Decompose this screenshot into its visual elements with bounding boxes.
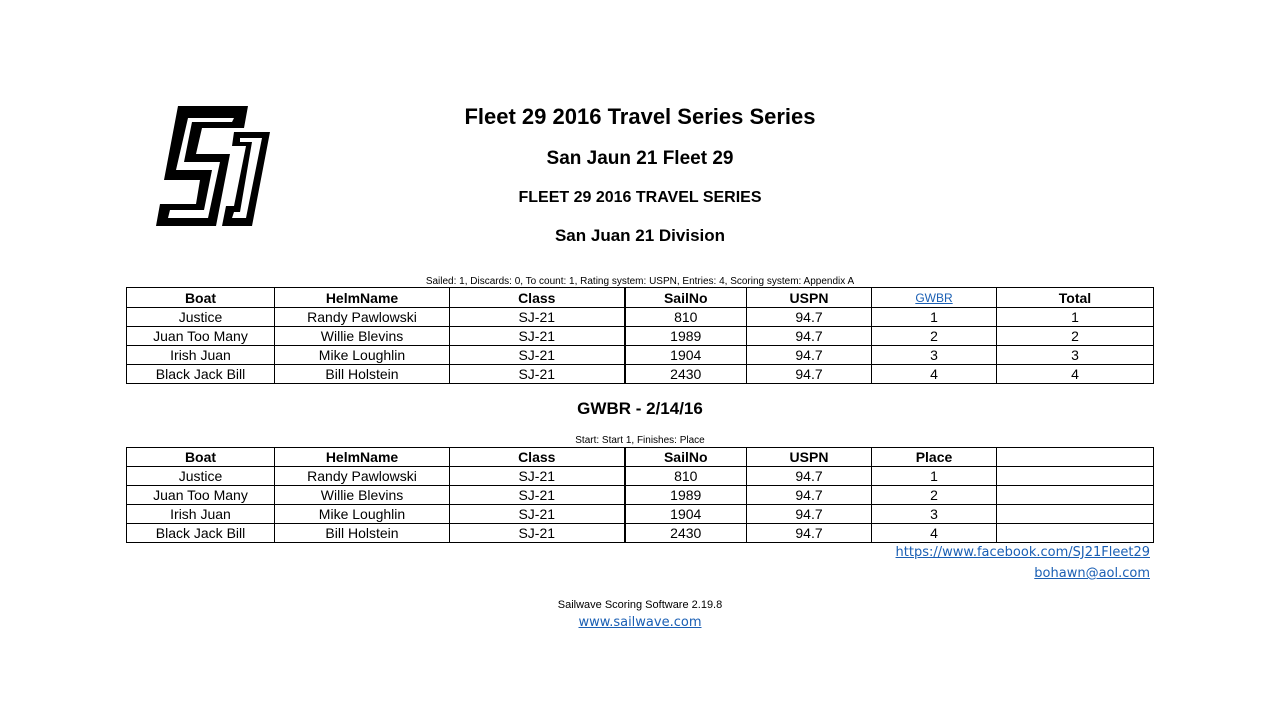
cell-place: 2 [872,486,997,505]
software-credit: Sailwave Scoring Software 2.19.8 [557,599,723,611]
cell-total: 3 [997,346,1154,365]
cell-uspn: 94.7 [747,327,872,346]
cell-uspn: 94.7 [747,486,872,505]
col-helmname: HelmName [275,448,450,467]
col-helmname: HelmName [275,288,450,308]
division-title: San Juan 21 Division [554,226,726,245]
cell-uspn: 94.7 [747,524,872,543]
summary-note: Sailed: 1, Discards: 0, To count: 1, Rating system: USPN, Entries: 4, Scoring system: Appendix A [425,276,855,287]
cell-boat: Juan Too Many [127,486,275,505]
table-row [127,505,1154,524]
cell-empty [997,505,1154,524]
cell-gwbr: 3 [872,346,997,365]
cell-uspn: 94.7 [747,308,872,327]
cell-boat: Justice [127,467,275,486]
cell-helm: Willie Blevins [275,327,450,346]
cell-boat: Irish Juan [127,505,275,524]
col-sailno: SailNo [625,448,747,467]
col-sailno: SailNo [625,288,747,308]
cell-class: SJ-21 [450,486,625,505]
cell-helm: Bill Holstein [275,524,450,543]
summary-header-row [127,288,1154,308]
cell-gwbr: 1 [872,308,997,327]
cell-sailno: 810 [625,308,747,327]
table-row [127,365,1154,384]
cell-class: SJ-21 [450,467,625,486]
cell-place: 3 [872,505,997,524]
cell-uspn: 94.7 [747,505,872,524]
sailwave-link[interactable]: www.sailwave.com [578,615,702,630]
cell-helm: Randy Pawlowski [275,308,450,327]
col-boat: Boat [127,288,275,308]
cell-boat: Irish Juan [127,346,275,365]
cell-boat: Black Jack Bill [127,524,275,543]
cell-place: 1 [872,467,997,486]
series-title-caps: FLEET 29 2016 TRAVEL SERIES [518,189,762,206]
cell-total: 1 [997,308,1154,327]
cell-class: SJ-21 [450,505,625,524]
email-link[interactable]: bohawn@aol.com [1034,566,1150,581]
cell-empty [997,486,1154,505]
cell-class: SJ-21 [450,365,625,384]
race-header-row [127,448,1154,467]
table-row [127,524,1154,543]
table-row [127,467,1154,486]
col-place: Place [872,448,997,467]
table-row [127,327,1154,346]
cell-boat: Justice [127,308,275,327]
cell-class: SJ-21 [450,524,625,543]
cell-boat: Juan Too Many [127,327,275,346]
col-uspn: USPN [747,288,872,308]
cell-place: 4 [872,524,997,543]
cell-class: SJ-21 [450,308,625,327]
cell-uspn: 94.7 [747,346,872,365]
cell-empty [997,467,1154,486]
summary-table [126,287,1154,384]
cell-helm: Randy Pawlowski [275,467,450,486]
series-title: Fleet 29 2016 Travel Series Series [464,104,816,129]
table-row [127,346,1154,365]
cell-helm: Willie Blevins [275,486,450,505]
cell-uspn: 94.7 [747,467,872,486]
cell-gwbr: 4 [872,365,997,384]
sailwave-link-wrap [0,615,1280,630]
col-class: Class [450,288,625,308]
cell-sailno: 810 [625,467,747,486]
col-total: Total [997,288,1154,308]
race-note: Start: Start 1, Finishes: Place [575,435,705,446]
col-empty [997,448,1154,467]
col-boat: Boat [127,448,275,467]
cell-sailno: 1904 [625,346,747,365]
cell-helm: Mike Loughlin [275,505,450,524]
col-gwbr [872,288,997,308]
cell-sailno: 1989 [625,486,747,505]
cell-sailno: 2430 [625,365,747,384]
cell-sailno: 1989 [625,327,747,346]
race-table [126,447,1154,543]
cell-total: 2 [997,327,1154,346]
col-class: Class [450,448,625,467]
table-row [127,308,1154,327]
cell-class: SJ-21 [450,327,625,346]
cell-gwbr: 2 [872,327,997,346]
event-title: San Jaun 21 Fleet 29 [546,148,734,169]
cell-empty [997,524,1154,543]
col-uspn: USPN [747,448,872,467]
cell-helm: Mike Loughlin [275,346,450,365]
cell-sailno: 2430 [625,524,747,543]
cell-helm: Bill Holstein [275,365,450,384]
table-row [127,486,1154,505]
gwbr-race-link[interactable]: GWBR [915,291,953,305]
cell-class: SJ-21 [450,346,625,365]
cell-boat: Black Jack Bill [127,365,275,384]
facebook-link[interactable]: https://www.facebook.com/SJ21Fleet29 [895,545,1150,560]
cell-sailno: 1904 [625,505,747,524]
cell-uspn: 94.7 [747,365,872,384]
race-title: GWBR - 2/14/16 [577,399,703,418]
cell-total: 4 [997,365,1154,384]
